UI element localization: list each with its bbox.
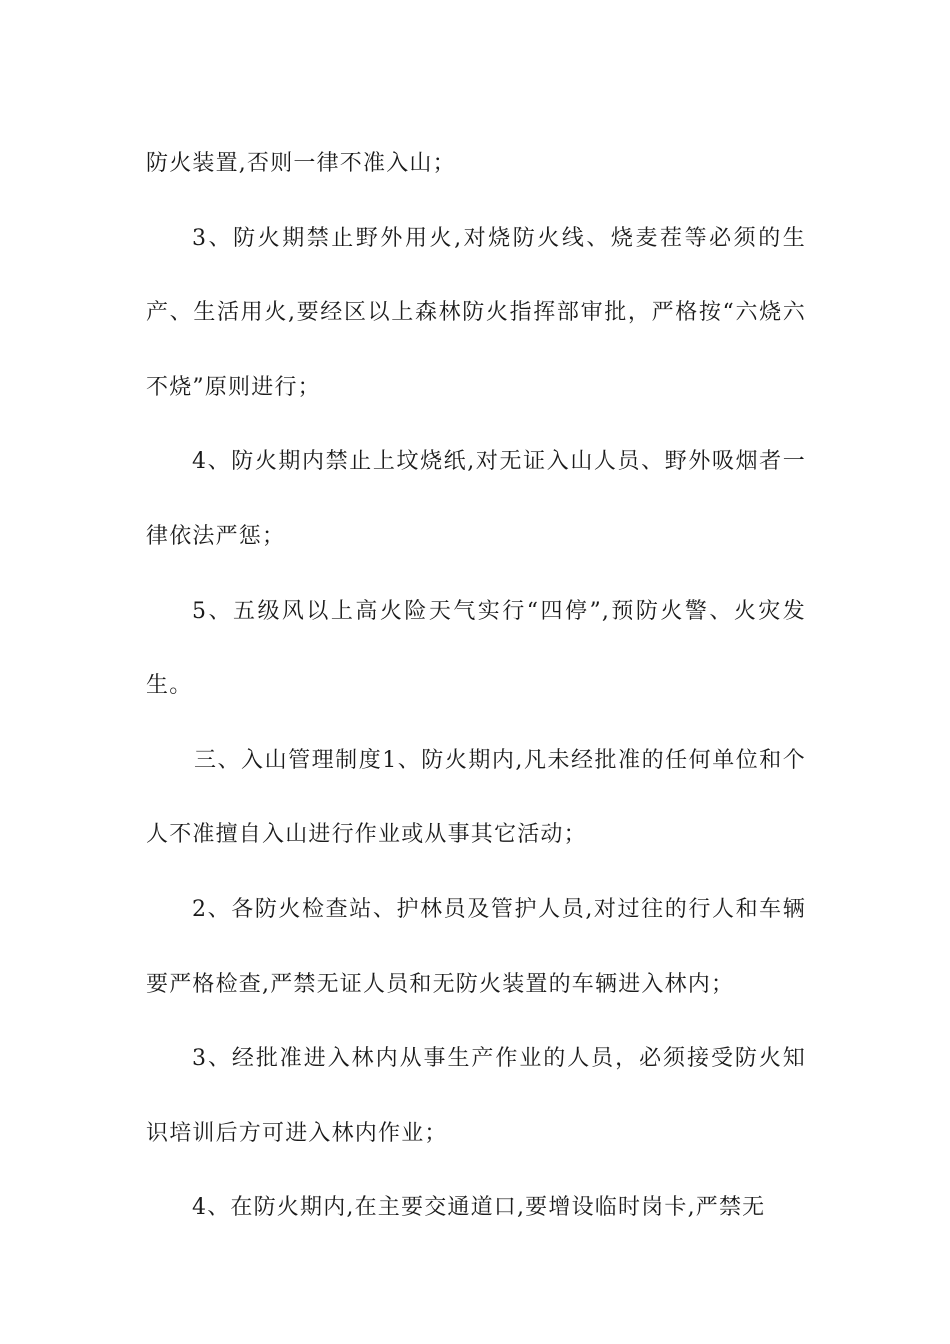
paragraph-item-5-high-wind: 5、五级风以上高火险天气实行“四停”,预防火警、火灾发生。 [146, 598, 806, 699]
paragraph-item-3-training: 3、经批准进入林内从事生产作业的人员，必须接受防火知识培训后方可进入林内作业； [146, 1046, 806, 1146]
document-body [146, 127, 806, 1246]
paragraph-item-2-checkpoints: 2、各防火检查站、护林员及管护人员,对过往的行人和车辆要严格检查,严禁无证人员和无防火装置的车辆进入林内； [146, 896, 806, 997]
paragraph-continuation: 防火装置,否则一律不准入山； [146, 151, 456, 176]
paragraph-item-4-grave-burning: 4、防火期内禁止上坟烧纸,对无证入山人员、野外吸烟者一律依法严惩； [146, 449, 806, 549]
paragraph-section-3-entry-management: 三、入山管理制度1、防火期内,凡未经批准的任何单位和个人不准擅自入山进行作业或从事其它活动； [146, 747, 806, 848]
paragraph-item-4-posts: 4、在防火期内,在主要交通道口,要增设临时岗卡,严禁无 [192, 1195, 766, 1221]
paragraph-item-3-fire-use: 3、防火期禁止野外用火,对烧防火线、烧麦茬等必须的生产、生活用火,要经区以上森林防火指挥部审批，严格按“六烧六不烧”原则进行； [146, 225, 806, 400]
